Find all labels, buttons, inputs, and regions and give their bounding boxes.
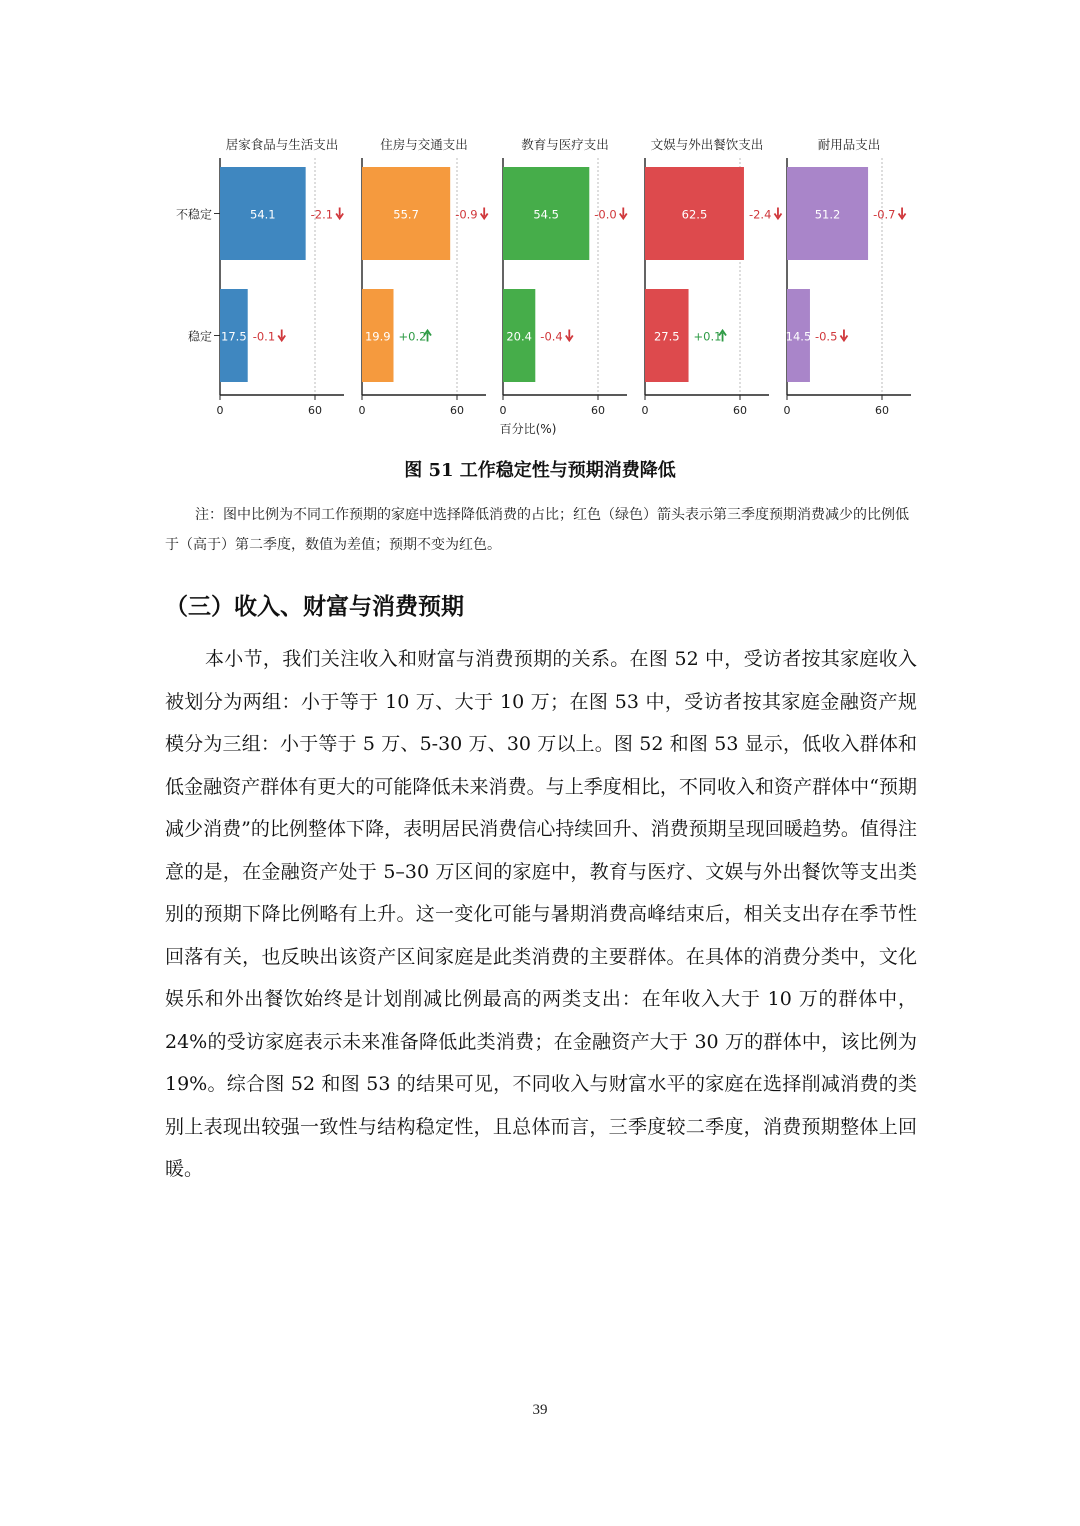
diff-label: -0.7: [873, 207, 896, 222]
bar-value-label: 17.5: [221, 329, 247, 344]
page-number: 39: [532, 1402, 548, 1418]
category-label: 不稳定: [175, 207, 212, 222]
x-tick-label: 0: [783, 404, 791, 417]
diff-label: -2.1: [310, 207, 334, 222]
figure-caption: 图 51 工作稳定性与预期消费降低: [404, 460, 676, 481]
arrow-down-icon: [566, 330, 573, 341]
x-tick-label: 0: [499, 404, 507, 417]
bar-chart-svg: [150, 120, 940, 450]
panel-title: 教育与医疗支出: [521, 137, 609, 152]
diff-label: +0.1: [693, 329, 722, 344]
bar-value-label: 55.7: [393, 207, 419, 222]
arrow-down-icon: [774, 208, 781, 219]
x-tick-label: 60: [308, 404, 322, 417]
bar-value-label: 51.2: [814, 207, 841, 222]
diff-label: -0.4: [540, 329, 563, 344]
x-tick-label: 0: [216, 404, 224, 417]
arrow-down-icon: [278, 330, 285, 341]
section-title: （三）收入、财富与消费预期: [165, 593, 464, 620]
arrow-down-icon: [840, 330, 847, 341]
bar-value-label: 62.5: [681, 207, 708, 222]
diff-label: +0.2: [398, 329, 427, 344]
x-tick-label: 60: [875, 404, 889, 417]
bar-value-label: 27.5: [653, 329, 680, 344]
panel-title: 耐用品支出: [817, 137, 881, 152]
bar-value-label: 19.9: [364, 329, 391, 344]
figure-note: 注：图中比例为不同工作预期的家庭中选择降低消费的占比；红色（绿色）箭头表示第三季度预期消费减少的比例低于（高于）第二季度，数值为差值；预期不变为红色。: [165, 507, 909, 553]
bar-value-label: 14.5: [785, 329, 812, 344]
bar-value-label: 54.5: [533, 207, 559, 222]
figure-51-chart: [150, 120, 940, 450]
x-tick-label: 0: [641, 404, 649, 417]
body-paragraph: 本小节，我们关注收入和财富与消费预期的关系。在图 52 中，受访者按其家庭收入被划分为两组：小于等于 10 万、大于 10 万；在图 53 中，受访者按其家庭金融资产规模分为三组：小于等于 5 万、5-30 万、30 万以上。图 52 和图 53 显示，低收入群体和低金融资产群体有更大的可能降低未来消费。与上季度相比，不同收入和资产群体中“预期减少消费”的比例整体下降，表明居民消费信心持续回升、消费预期呈现回暖趋势。值得注意的是，在金融资产处于 5–30 万区间的家庭中，教育与医疗、文娱与外出餐饮等支出类别的预期下降比例略有上升。这一变化可能与暑期消费高峰结束后，相关支出存在季节性回落有关，也反映出该资产区间家庭是此类消费的主要群体。在具体的消费分类中，文化娱乐和外出餐饮始终是计划削减比例最高的两类支出：在年收入大于 10 万的群体中，24%的受访家庭表示未来准备降低此类消费；在金融资产大于 30 万的群体中，该比例为 19%。综合图 52 和图 53 的结果可见，不同收入与财富水平的家庭在选择削减消费的类别上表现出较强一致性与结构稳定性，且总体而言，三季度较二季度，消费预期整体上回暖。: [165, 648, 917, 1180]
x-tick-label: 60: [591, 404, 605, 417]
arrow-down-icon: [481, 208, 488, 219]
diff-label: -0.1: [252, 329, 276, 344]
arrow-down-icon: [899, 208, 906, 219]
x-tick-label: 60: [733, 404, 747, 417]
diff-label: -0.0: [594, 207, 617, 222]
panel-title: 住房与交通支出: [380, 137, 468, 152]
bar-value-label: 20.4: [506, 329, 532, 344]
arrow-down-icon: [336, 208, 343, 219]
arrow-down-icon: [620, 208, 627, 219]
panel-title: 居家食品与生活支出: [225, 137, 339, 152]
x-tick-label: 0: [358, 404, 366, 417]
diff-label: -2.4: [748, 207, 772, 222]
diff-label: -0.9: [455, 207, 478, 222]
diff-label: -0.5: [814, 329, 838, 344]
x-axis-label: 百分比(%): [499, 422, 557, 436]
x-tick-label: 60: [450, 404, 464, 417]
category-label: 稳定: [187, 329, 212, 344]
bar-value-label: 54.1: [250, 207, 276, 222]
panel-title: 文娱与外出餐饮支出: [650, 137, 764, 152]
